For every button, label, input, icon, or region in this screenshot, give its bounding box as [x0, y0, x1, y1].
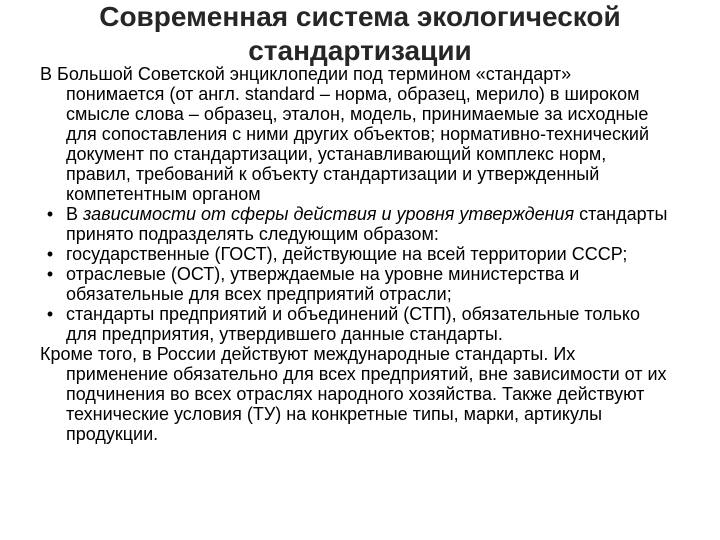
- bullet-stp-text: стандарты предприятий и объединений (СТП), обязательные только для предприятия, утвердившего данные стандарты.: [66, 304, 641, 344]
- bullet-classification: [40, 204, 672, 244]
- title-line-2: стандартизации: [248, 35, 472, 66]
- bullet-dot-icon: •: [46, 204, 54, 224]
- intro-paragraph: В Большой Советской энциклопедии под термином «стандарт» понимается (от англ. standard – норма, образец, мерило) в широком смысле слова – образец, эталон, модель, принимаемые за исходные для сопоставления с ними других объектов; нормативно-технический документ по стандартизации, устанавливающий комплекс норм, правил, требований к объекту стандартизации и утвержденный компетентным органом: [40, 64, 650, 204]
- closing-paragraph: Кроме того, в России действуют международные стандарты. Их применение обязательно для всех предприятий, вне зависимости от их подчинения во всех отраслях народного хозяйства. Также действуют технические условия (ТУ) на конкретные типы, марки, артикулы продукции.: [40, 344, 667, 444]
- slide-body: [40, 64, 672, 444]
- bullet-ost: [40, 264, 672, 304]
- bullet-gost: [40, 244, 672, 264]
- bullet-classification-rest: стандарты принято подразделять следующим образом:: [66, 204, 668, 244]
- bullet-dot-icon: •: [46, 244, 54, 264]
- bullet-classification-italic: зависимости от сферы действия и уровня утверждения: [83, 204, 575, 224]
- bullet-classification-start: В: [66, 204, 84, 224]
- slide-title: [60, 0, 660, 68]
- bullet-stp: [40, 304, 672, 344]
- bullet-gost-text: государственные (ГОСТ), действующие на всей территории СССР;: [66, 244, 628, 264]
- bullet-dot-icon: •: [46, 264, 54, 284]
- bullet-dot-icon: •: [46, 304, 54, 324]
- bullet-ost-text: отраслевые (ОСТ), утверждаемые на уровне министерства и обязательные для всех предприятий отрасли;: [66, 264, 580, 304]
- title-line-1: Современная система экологической: [99, 1, 621, 32]
